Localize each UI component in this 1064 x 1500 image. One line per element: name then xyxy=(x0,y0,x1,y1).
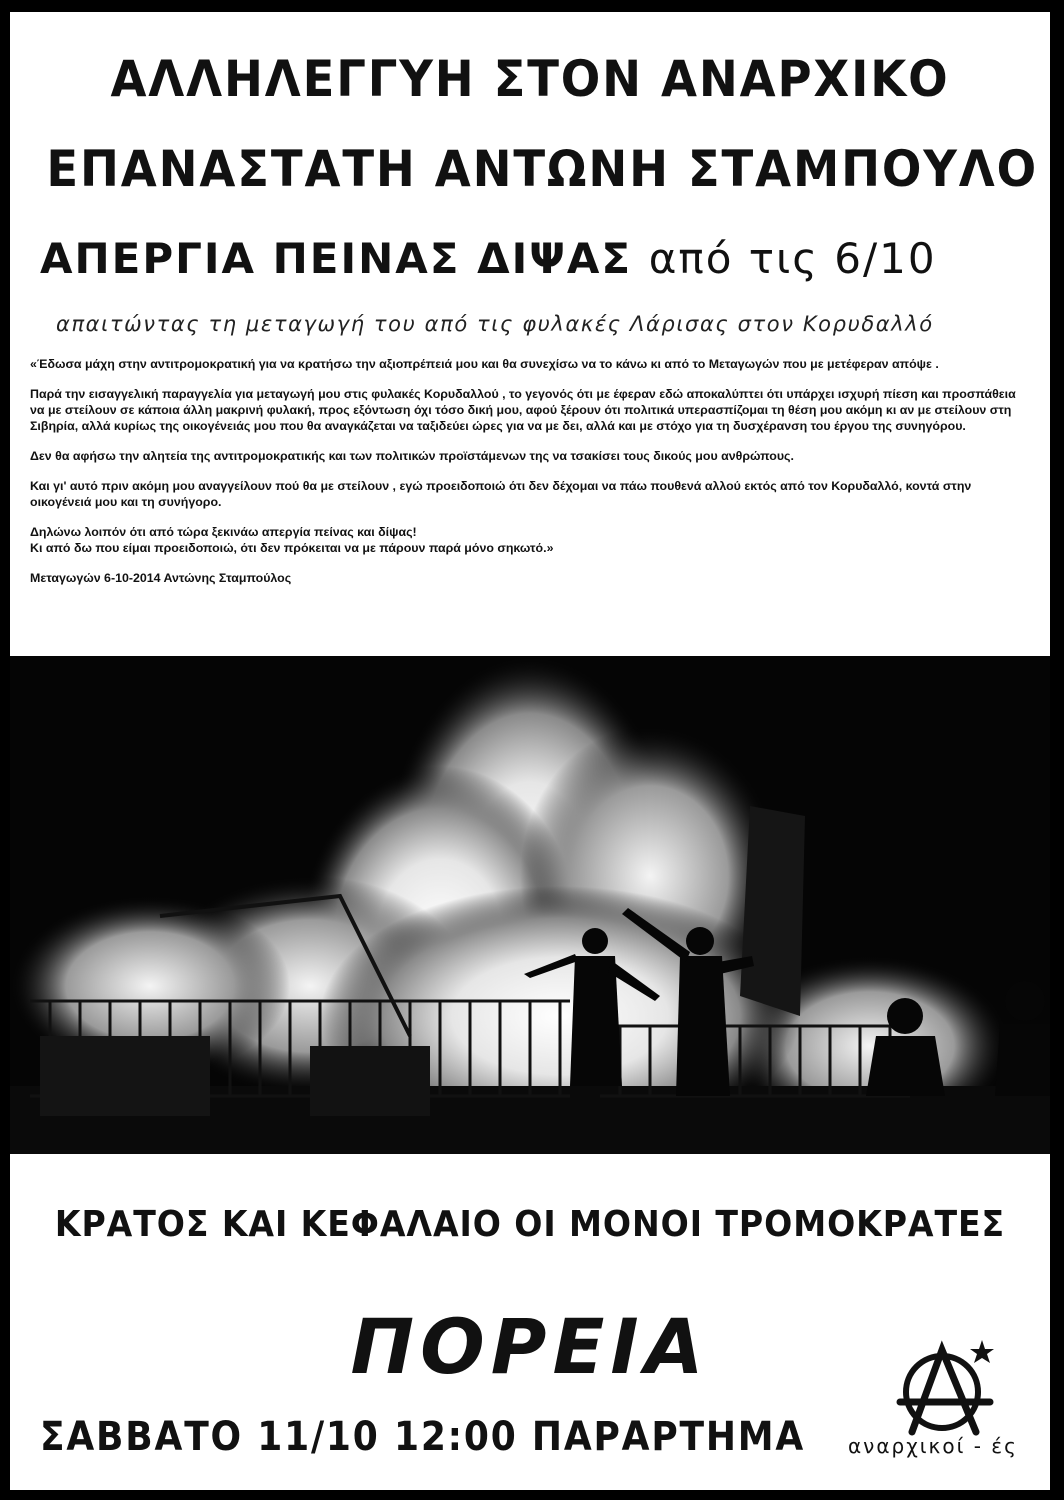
statement-paragraph: «Έδωσα μάχη στην αντιτρομοκρατική για να κρατήσω την αξιοπρέπειά μου και θα συνεχίσω να το κάνω κι από το Μεταγωγών που με μετέφεραν απόψε . xyxy=(30,357,939,371)
statement-paragraph: Και γι' αυτό πριν ακόμη μου αναγγείλουν πού θα με στείλουν , εγώ προειδοποιώ ότι δεν δέχομαι να πάω πουθενά αλλού εκτός από τον Κορυδαλλό, κοντά στην οικογένειά μου και τη συνήγορο. xyxy=(30,479,972,509)
hunger-strike-title: ΑΠΕΡΓΙΑ ΠΕΙΝΑΣ ΔΙΨΑΣ xyxy=(40,234,633,283)
statement-paragraph: Δεν θα αφήσω την αλητεία της αντιτρομοκρατικής και των πολιτικών προϊστάμενων της να τσακίσει τους δικούς μου ανθρώπους. xyxy=(30,449,794,463)
fire-photo-illustration xyxy=(10,656,1050,1154)
headline-line-1: ΑΛΛΗΛΕΓΓΥΗ ΣΤΟΝ ΑΝΑΡΧΙΚΟ xyxy=(110,50,950,108)
hunger-strike-date: από τις 6/10 xyxy=(648,234,937,283)
statement-signature: Μεταγωγών 6-10-2014 Αντώνης Σταμπούλος xyxy=(30,571,292,585)
march-title: ΠΟΡΕΙΑ xyxy=(350,1302,710,1391)
subtitle: απαιτώντας τη μεταγωγή του από τις φυλακές Λάρισας στον Κορυδαλλό xyxy=(56,312,934,336)
statement-line: Δηλώνω λοιπόν ότι από τώρα ξεκινάω απεργία πείνας και δίψας! xyxy=(30,525,417,539)
headline-line-3 xyxy=(40,234,937,283)
fire-barricade-photo xyxy=(10,656,1050,1154)
slogan: ΚΡΑΤΟΣ ΚΑΙ ΚΕΦΑΛΑΙΟ ΟΙ ΜΟΝΟΙ ΤΡΟΜΟΚΡΑΤΕΣ xyxy=(54,1204,1006,1245)
anarchy-a-star-icon xyxy=(890,1332,1000,1442)
event-date-location: ΣΑΒΒΑΤΟ 11/10 12:00 ΠΑΡΑΡΤΗΜΑ xyxy=(40,1414,806,1460)
statement-paragraph: Παρά την εισαγγελική παραγγελία για μεταγωγή μου στις φυλακές Κορυδαλλού , το γεγονός ότι με έφεραν εδώ αποκαλύπτει ότι υπάρχει ισχυρή πίεση και προσπάθεια να με στείλουν σε κάποια άλλη μακρινή φυλακή, προς εξόντωση όχι τόσο δική μου, αφού ξέρουν ότι πολιτικά υπερασπίζομαι τη θέση μου ακόμη κι αν με στείλουν στη Σιβηρία, αλλά κυρίως της οικογένειάς μου που θα αναγκάζεται να ταξιδεύει ώρες για να με δει, αλλά και με στόχο για τη δυσχέρανση του έργου της συνηγόρου. xyxy=(30,387,1016,433)
statement-line: Κι από δω που είμαι προειδοποιώ, ότι δεν πρόκειται να με πάρουν παρά μόνο σηκωτό.» xyxy=(30,541,554,555)
poster xyxy=(10,12,1050,1490)
headline-line-2: ΕΠΑΝΑΣΤΑΤΗ ΑΝΤΩΝΗ ΣΤΑΜΠΟΥΛΟ xyxy=(46,140,1039,198)
statement-paragraph xyxy=(30,524,1030,556)
prisoner-statement xyxy=(30,356,1030,600)
signoff-text: αναρχικοί - ές xyxy=(848,1434,1018,1458)
